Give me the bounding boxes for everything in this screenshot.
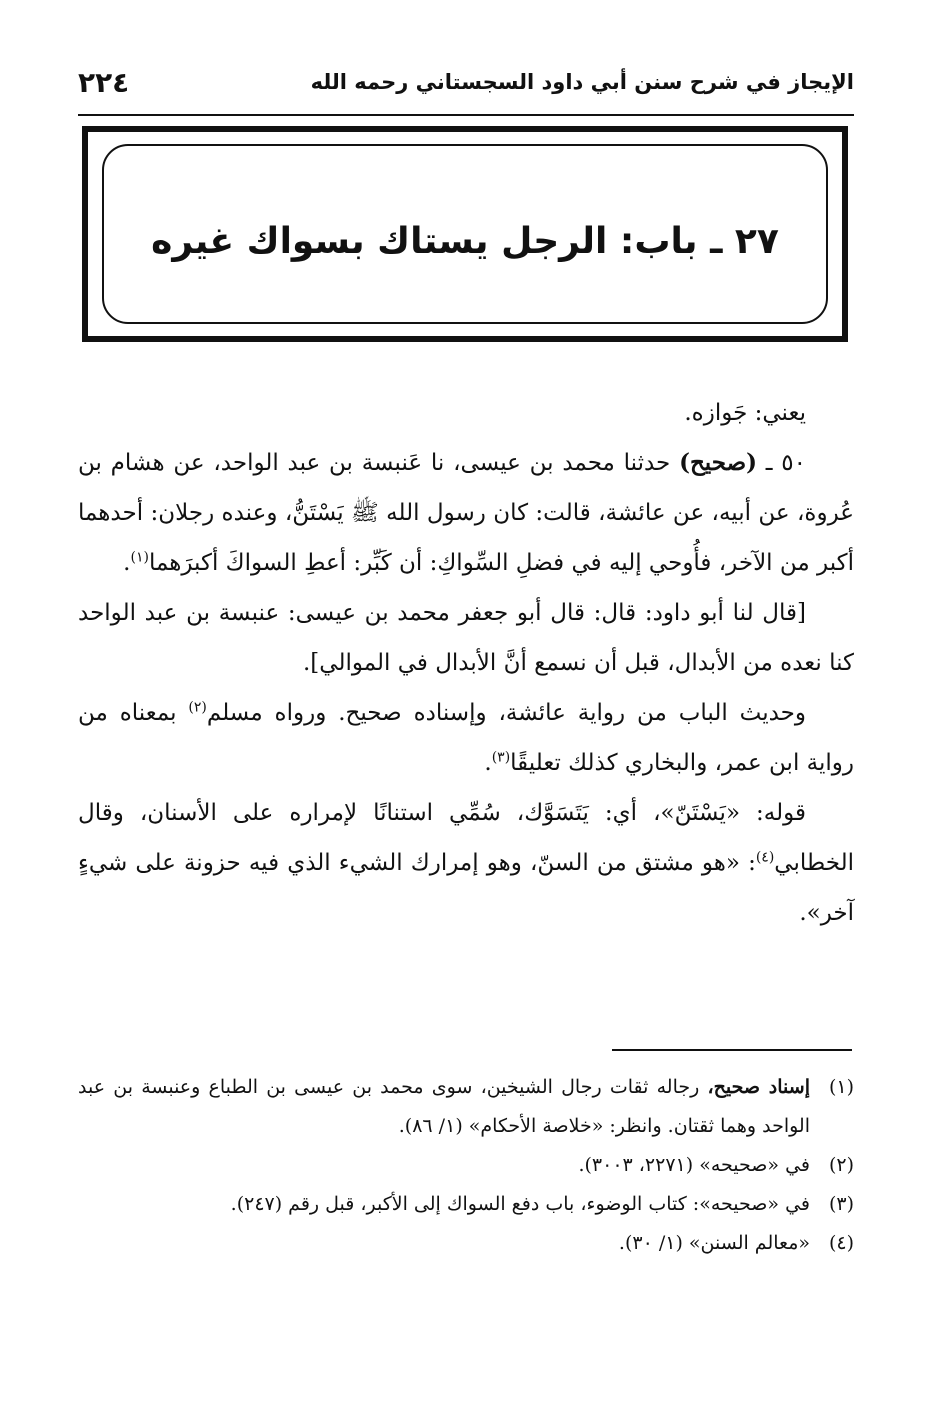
page-header — [78, 62, 854, 102]
header-rule — [78, 114, 854, 116]
paragraph-abu-dawud-note: [قال لنا أبو داود: قال: قال أبو جعفر محمد بن عيسى: عنبسة بن عبد الواحد كنا نعده من الأبدال، قبل أن نسمع أنَّ الأبدال في الموالي]. — [78, 600, 854, 676]
commentary-text-b: : «هو مشتق من السنّ، وهو إمرارك الشيء الذي فيه حزونة على شيءٍ آخر». — [78, 850, 854, 926]
paragraph-intro: يعني: جَوازه. — [684, 400, 806, 426]
footnote-body: رجاله ثقات رجال الشيخين، سوى محمد بن عيسى بن الطباع وعنبسة بن عبد الواحد وهما ثقتان. وانظر: «خلاصة الأحكام» (١/ ٨٦). — [78, 1076, 810, 1137]
footnote-body: في «صحيحه» (٢٢٧١، ٣٠٠٣). — [578, 1154, 810, 1176]
takhrij-text-b: بمعناه من رواية ابن عمر، والبخاري كذلك تعليقًا — [78, 700, 854, 776]
hadith-number: ٥٠ ـ — [765, 450, 807, 476]
footnote-ref-3[interactable]: (٣) — [491, 749, 511, 766]
footnote-ref-4[interactable]: (٤) — [755, 849, 775, 866]
footnote-2 — [78, 1146, 854, 1185]
paragraph-hadith — [78, 438, 854, 588]
footnote-lead: إسناد صحيح، — [707, 1076, 810, 1098]
footnote-number: (٤) — [828, 1232, 854, 1254]
footnote-ref-2[interactable]: (٢) — [188, 699, 207, 716]
hadith-text: حدثنا محمد بن عيسى، نا عَنبسة بن عبد الواحد، عن هشام بن عُروة، عن أبيه، عن عائشة، قالت: كان رسول الله ﷺ يَسْتَنُّ، وعنده رجلان: أحدهما أكبر من الآخر، فأُوحي إليه في فضلِ السِّواكِ: أن كَبِّر: أعطِ السواكَ أكبرَهما — [78, 450, 855, 576]
running-title: الإيجاز في شرح سنن أبي داود السجستاني رحمه الله — [310, 70, 854, 94]
hadith-end: . — [123, 550, 131, 576]
footnote-4 — [78, 1224, 854, 1263]
hadith-grade: (صحيح) — [679, 449, 757, 476]
page-number: ٢٢٤ — [78, 65, 130, 99]
footnote-body: «معالم السنن» (١/ ٣٠). — [618, 1232, 810, 1254]
footnotes — [78, 1068, 854, 1263]
footnote-number: (٣) — [828, 1193, 854, 1215]
footnote-body: في «صحيحه»: كتاب الوضوء، باب دفع السواك إلى الأكبر، قبل رقم (٢٤٧). — [230, 1193, 810, 1215]
commentary-text-a: قوله: «يَسْتَنّ»، أي: يَتَسَوَّك، سُمِّي استنانًا لإمراره على الأسنان، وقال الخطابي — [78, 800, 854, 876]
footnote-number: (٢) — [828, 1154, 854, 1176]
paragraph-commentary — [78, 788, 854, 938]
takhrij-end: . — [484, 750, 492, 776]
footnote-text — [78, 1068, 810, 1146]
paragraph-takhrij — [78, 688, 854, 788]
footnote-number: (١) — [828, 1076, 854, 1098]
takhrij-text-a: وحديث الباب من رواية عائشة، وإسناده صحيح. ورواه مسلم — [206, 700, 806, 726]
main-text — [78, 388, 854, 938]
chapter-title-inner-frame — [102, 144, 828, 324]
chapter-title: ٢٧ ـ باب: الرجل يستاك بسواك غيره — [151, 220, 779, 262]
footnote-separator — [612, 1049, 852, 1051]
footnote-ref-1[interactable]: (١) — [130, 549, 149, 566]
footnote-1 — [78, 1068, 854, 1146]
footnote-3 — [78, 1185, 854, 1224]
chapter-title-frame — [82, 126, 848, 342]
